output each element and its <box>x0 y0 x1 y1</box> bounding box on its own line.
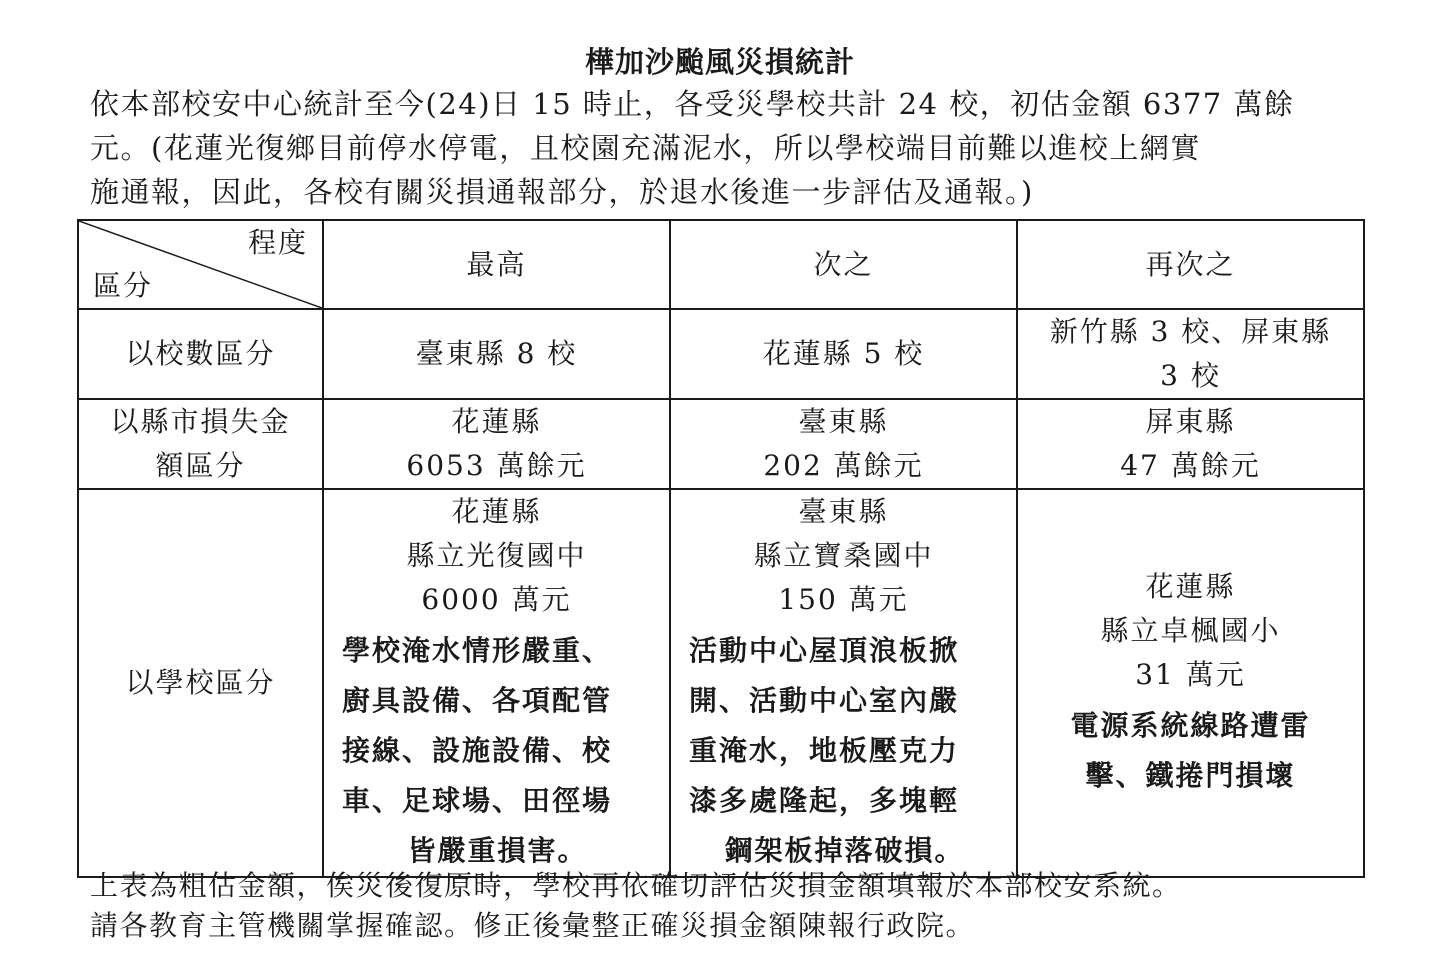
desc-line: 重淹水，地板壓克力 <box>689 734 960 767</box>
school-count-second: 花蓮縣 5 校 <box>670 309 1017 399</box>
row-label-county-loss-line-2: 額區分 <box>155 449 246 482</box>
intro-paragraph <box>90 82 1370 214</box>
school-count-third <box>1017 309 1364 399</box>
school-count-highest: 臺東縣 8 校 <box>323 309 670 399</box>
row-label-county-loss <box>78 399 323 489</box>
diagonal-header-cell <box>78 220 323 309</box>
county-loss-second <box>670 399 1017 489</box>
by-school-second <box>670 489 1017 877</box>
county-loss-second-amount: 202 萬餘元 <box>763 449 924 482</box>
intro-line-1: 依本部校安中心統計至今(24)日 15 時止，各受災學校共計 24 校，初估金額 6377 萬餘 <box>90 87 1295 121</box>
intro-line-2: 元。(花蓮光復鄉目前停水停電，且校園充滿泥水，所以學校端目前難以進校上網實 <box>90 131 1201 165</box>
header-second: 次之 <box>670 220 1017 309</box>
desc-line: 活動中心屋頂浪板掀 <box>689 634 960 667</box>
desc-line: 鋼架板掉落破損。 <box>724 834 965 867</box>
by-school-highest <box>323 489 670 877</box>
county-loss-third-amount: 47 萬餘元 <box>1120 449 1261 482</box>
desc-line: 廚具設備、各項配管 <box>342 684 613 717</box>
damage-statistics-table <box>77 219 1365 878</box>
by-school-third-school: 縣立卓楓國小 <box>1100 614 1281 647</box>
by-school-second-description <box>671 626 1016 876</box>
desc-line: 擊、鐵捲門損壞 <box>1085 759 1296 792</box>
table-row-county-loss <box>78 399 1364 489</box>
table-row-by-school <box>78 489 1364 877</box>
county-loss-highest-amount: 6053 萬餘元 <box>406 449 587 482</box>
by-school-highest-description <box>324 626 669 876</box>
row-label-school-count: 以校數區分 <box>78 309 323 399</box>
county-loss-second-county: 臺東縣 <box>798 405 889 438</box>
document-title: 樺加沙颱風災損統計 <box>584 45 855 79</box>
row-label-by-school: 以學校區分 <box>78 489 323 877</box>
desc-line: 電源系統線路遭雷 <box>1070 709 1311 742</box>
by-school-second-amount: 150 萬元 <box>778 583 909 616</box>
by-school-highest-school: 縣立光復國中 <box>406 539 587 572</box>
header-category-label: 區分 <box>93 269 154 302</box>
header-highest: 最高 <box>323 220 670 309</box>
desc-line: 車、足球場、田徑場 <box>342 784 613 817</box>
footer-line-1: 上表為粗估金額，俟災後復原時，學校再依確切評估災損金額填報於本部校安系統。 <box>90 869 1182 902</box>
by-school-highest-county: 花蓮縣 <box>451 495 542 528</box>
by-school-third <box>1017 489 1364 877</box>
by-school-third-amount: 31 萬元 <box>1135 658 1246 691</box>
footer-line-2: 請各教育主管機關掌握確認。修正後彙整正確災損金額陳報行政院。 <box>90 909 976 942</box>
header-degree-label: 程度 <box>247 226 308 259</box>
school-count-third-line-1: 新竹縣 3 校、屏東縣 <box>1049 315 1332 348</box>
by-school-second-county: 臺東縣 <box>798 495 889 528</box>
county-loss-third-county: 屏東縣 <box>1145 405 1236 438</box>
header-third: 再次之 <box>1017 220 1364 309</box>
by-school-third-description <box>1018 701 1363 801</box>
footer-notes <box>90 866 1370 946</box>
desc-line: 學校淹水情形嚴重、 <box>342 634 613 667</box>
intro-line-3: 施通報，因此，各校有關災損通報部分，於退水後進一步評估及通報。) <box>90 175 1034 209</box>
by-school-third-county: 花蓮縣 <box>1145 570 1236 603</box>
county-loss-highest <box>323 399 670 489</box>
desc-line: 開、活動中心室內嚴 <box>689 684 960 717</box>
county-loss-highest-county: 花蓮縣 <box>451 405 542 438</box>
desc-line: 皆嚴重損害。 <box>407 834 588 867</box>
table-header-row <box>78 220 1364 309</box>
desc-line: 接線、設施設備、校 <box>342 734 613 767</box>
table-row-school-count <box>78 309 1364 399</box>
county-loss-third <box>1017 399 1364 489</box>
row-label-county-loss-line-1: 以縣市損失金 <box>110 405 291 438</box>
desc-line: 漆多處隆起，多塊輕 <box>689 784 960 817</box>
school-count-third-line-2: 3 校 <box>1160 359 1221 392</box>
by-school-second-school: 縣立寶桑國中 <box>753 539 934 572</box>
by-school-highest-amount: 6000 萬元 <box>421 583 572 616</box>
